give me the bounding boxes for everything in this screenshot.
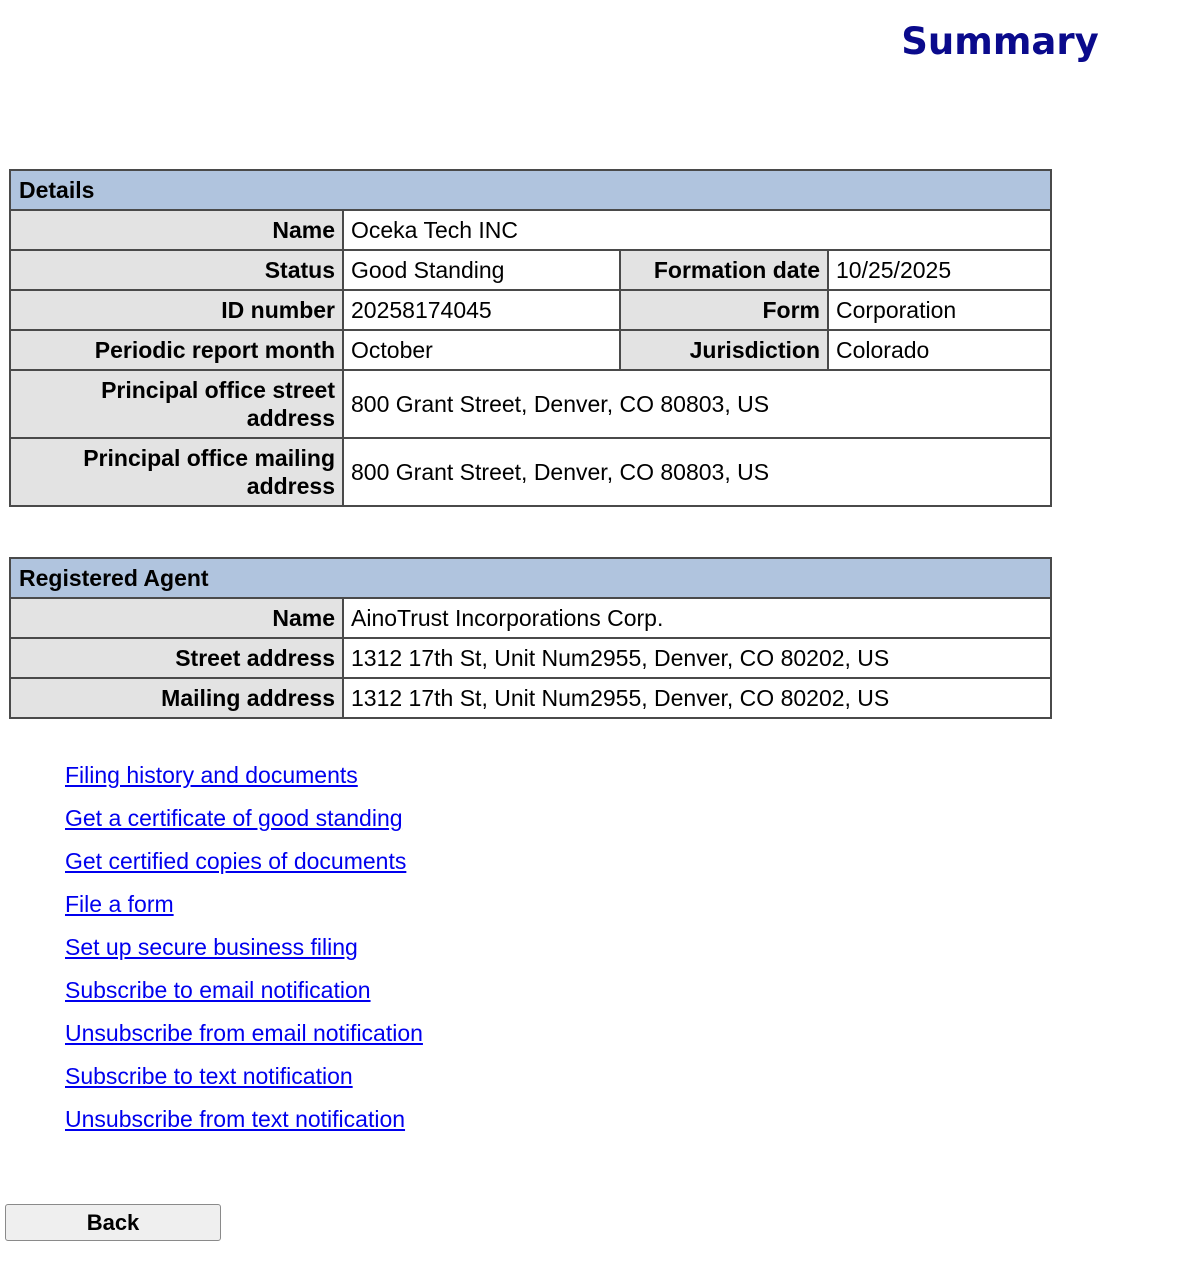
details-row-mailing xyxy=(10,438,1051,506)
details-row-name xyxy=(10,210,1051,250)
certified-copies-link[interactable]: Get certified copies of documents xyxy=(65,848,407,874)
agent-name-value: AinoTrust Incorporations Corp. xyxy=(343,598,1051,638)
entity-name-value: Oceka Tech INC xyxy=(343,210,1051,250)
form-label: Form xyxy=(620,290,828,330)
registered-agent-table xyxy=(9,557,1052,719)
unsubscribe-email-link[interactable]: Unsubscribe from email notification xyxy=(65,1020,423,1046)
agent-street-label: Street address xyxy=(10,638,343,678)
details-row-id xyxy=(10,290,1051,330)
list-item xyxy=(65,760,423,803)
entity-name-label: Name xyxy=(10,210,343,250)
back-button[interactable]: Back xyxy=(5,1204,221,1241)
jurisdiction-value: Colorado xyxy=(828,330,1051,370)
subscribe-text-link[interactable]: Subscribe to text notification xyxy=(65,1063,353,1089)
formation-date-label: Formation date xyxy=(620,250,828,290)
unsubscribe-text-link[interactable]: Unsubscribe from text notification xyxy=(65,1106,406,1132)
details-table xyxy=(9,169,1052,507)
details-row-periodic xyxy=(10,330,1051,370)
agent-header-row xyxy=(10,558,1051,598)
page-title: Summary xyxy=(901,20,1099,63)
list-item xyxy=(65,846,423,889)
agent-row-mailing xyxy=(10,678,1051,718)
list-item xyxy=(65,1061,423,1104)
filing-history-link[interactable]: Filing history and documents xyxy=(65,762,358,788)
details-row-street xyxy=(10,370,1051,438)
agent-mailing-label: Mailing address xyxy=(10,678,343,718)
details-heading: Details xyxy=(10,170,1051,210)
status-label: Status xyxy=(10,250,343,290)
agent-row-name xyxy=(10,598,1051,638)
list-item xyxy=(65,803,423,846)
details-row-status xyxy=(10,250,1051,290)
periodic-report-month-label: Periodic report month xyxy=(10,330,343,370)
list-item xyxy=(65,1018,423,1061)
id-number-value: 20258174045 xyxy=(343,290,620,330)
periodic-report-month-value: October xyxy=(343,330,620,370)
principal-office-street-label: Principal office street address xyxy=(10,370,343,438)
details-header-row xyxy=(10,170,1051,210)
jurisdiction-label: Jurisdiction xyxy=(620,330,828,370)
list-item xyxy=(65,1104,423,1147)
certificate-good-standing-link[interactable]: Get a certificate of good standing xyxy=(65,805,403,831)
subscribe-email-link[interactable]: Subscribe to email notification xyxy=(65,977,371,1003)
formation-date-value: 10/25/2025 xyxy=(828,250,1051,290)
registered-agent-heading: Registered Agent xyxy=(10,558,1051,598)
list-item xyxy=(65,889,423,932)
secure-business-filing-link[interactable]: Set up secure business filing xyxy=(65,934,358,960)
agent-row-street xyxy=(10,638,1051,678)
agent-mailing-value: 1312 17th St, Unit Num2955, Denver, CO 80202, US xyxy=(343,678,1051,718)
status-value: Good Standing xyxy=(343,250,620,290)
agent-street-value: 1312 17th St, Unit Num2955, Denver, CO 80202, US xyxy=(343,638,1051,678)
list-item xyxy=(65,932,423,975)
action-links xyxy=(65,760,423,1147)
file-form-link[interactable]: File a form xyxy=(65,891,174,917)
principal-office-mailing-value: 800 Grant Street, Denver, CO 80803, US xyxy=(343,438,1051,506)
agent-name-label: Name xyxy=(10,598,343,638)
principal-office-mailing-label: Principal office mailing address xyxy=(10,438,343,506)
list-item xyxy=(65,975,423,1018)
principal-office-street-value: 800 Grant Street, Denver, CO 80803, US xyxy=(343,370,1051,438)
form-value: Corporation xyxy=(828,290,1051,330)
id-number-label: ID number xyxy=(10,290,343,330)
